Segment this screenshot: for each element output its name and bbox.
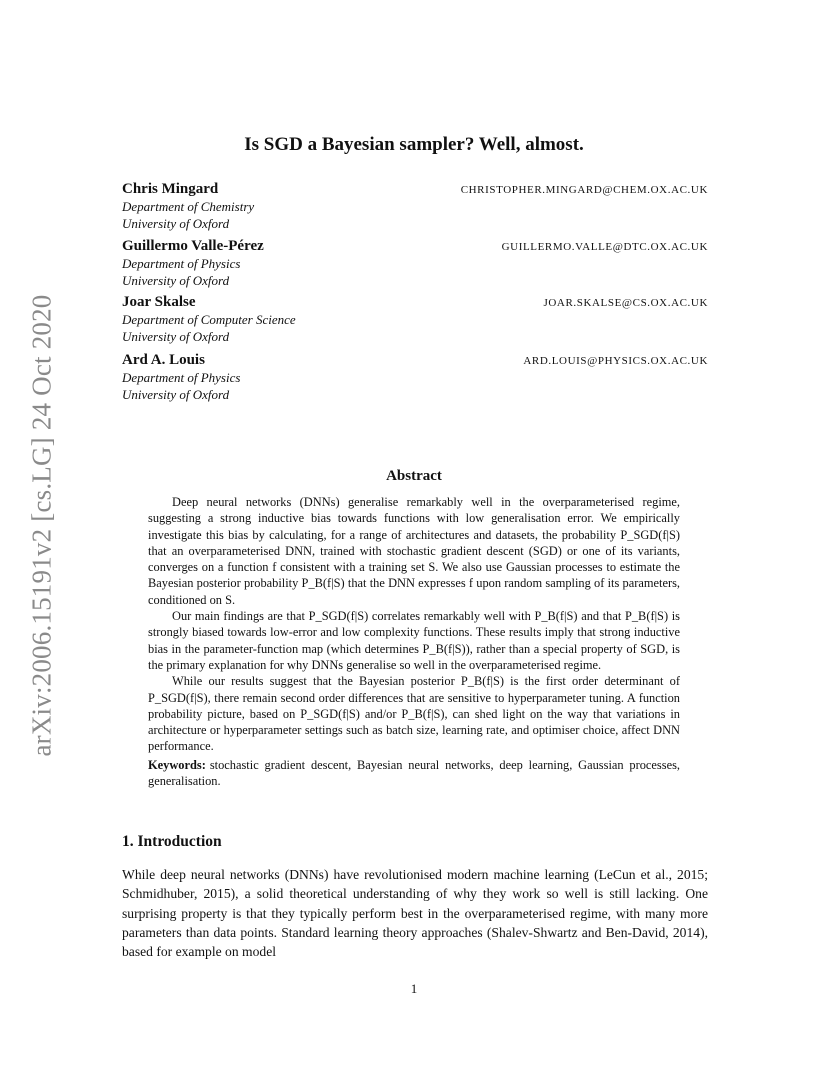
author-name: Chris Mingard <box>122 181 219 197</box>
author-department: Department of Chemistry <box>122 199 255 214</box>
author-block <box>122 238 708 289</box>
paper-title: Is SGD a Bayesian sampler? Well, almost. <box>244 134 584 155</box>
introduction-paragraph: While deep neural networks (DNNs) have revolutionised modern machine learning (LeCun et al., 2015; Schmidhuber, 2015), a solid theoretical understanding of why they work so well is still lacking. One surprising property is that they typically perform best in the overparameterised regime, with many more parameters than data points. Standard learning theory approaches (Shalev-Shwartz and Ben-David, 2014), based for example on model <box>122 867 708 960</box>
abstract-paragraph: Deep neural networks (DNNs) generalise remarkably well in the overparameterised regime, suggesting a strong inductive bias towards functions with low generalisation error. We empirically investigate this bias by calculating, for a range of architectures and datasets, the probability P_SGD(f|S) that an overparameterised DNN, trained with stochastic gradient descent (SGD) or one of its variants, converges on a function f consistent with a training set S. We also use Gaussian processes to estimate the Bayesian posterior probability P_B(f|S) that the DNN expresses f upon random sampling of its parameters, conditioned on S. <box>148 495 680 607</box>
author-name: Guillermo Valle-Pérez <box>122 238 264 254</box>
page-number: 1 <box>410 981 418 996</box>
abstract-heading: Abstract <box>386 468 442 484</box>
author-email: ARD.LOUIS@PHYSICS.OX.AC.UK <box>523 355 708 367</box>
author-department: Department of Physics <box>122 256 241 271</box>
author-block <box>122 181 708 232</box>
author-email: JOAR.SKALSE@CS.OX.AC.UK <box>543 297 708 309</box>
author-university: University of Oxford <box>122 387 230 402</box>
keywords-text: stochastic gradient descent, Bayesian neural networks, deep learning, Gaussian processes, generalisation. <box>148 757 680 789</box>
arxiv-id-text: arXiv:2006.15191v2 [cs.LG] 24 Oct 2020 <box>26 293 57 757</box>
abstract-paragraph: Our main findings are that P_SGD(f|S) correlates remarkably well with P_B(f|S) and that P_B(f|S) is strongly biased towards low-error and low complexity functions. These results imply that strong inductive bias in the parameter-function map (which determines P_B(f|S)), rather than a special property of SGD, is the primary explanation for why DNNs generalise so well in the overparameterised regime. <box>148 609 680 672</box>
author-block <box>122 294 708 345</box>
abstract-paragraph: While our results suggest that the Bayesian posterior P_B(f|S) is the first order determinant of P_SGD(f|S), there remain second order differences that are sensitive to hyperparameter tuning. A function probability picture, based on P_SGD(f|S) and/or P_B(f|S), can shed light on the way that variations in architecture or hyperparameter settings such as batch size, learning rate, and optimiser choice, affect DNN performance. <box>148 674 680 754</box>
abstract-body <box>148 494 680 789</box>
author-block <box>122 352 708 403</box>
author-email: CHRISTOPHER.MINGARD@CHEM.OX.AC.UK <box>460 184 708 196</box>
author-university: University of Oxford <box>122 216 230 231</box>
author-name: Ard A. Louis <box>122 352 205 368</box>
author-department: Department of Physics <box>122 370 241 385</box>
keywords-label: Keywords: <box>148 757 206 772</box>
author-name: Joar Skalse <box>122 294 196 310</box>
author-university: University of Oxford <box>122 329 230 344</box>
author-email: GUILLERMO.VALLE@DTC.OX.AC.UK <box>501 241 708 253</box>
arxiv-sidebar-identifier <box>22 290 62 760</box>
section-heading-introduction: 1. Introduction <box>122 833 222 850</box>
keywords-line <box>148 757 680 790</box>
author-university: University of Oxford <box>122 273 230 288</box>
author-department: Department of Computer Science <box>122 312 296 327</box>
